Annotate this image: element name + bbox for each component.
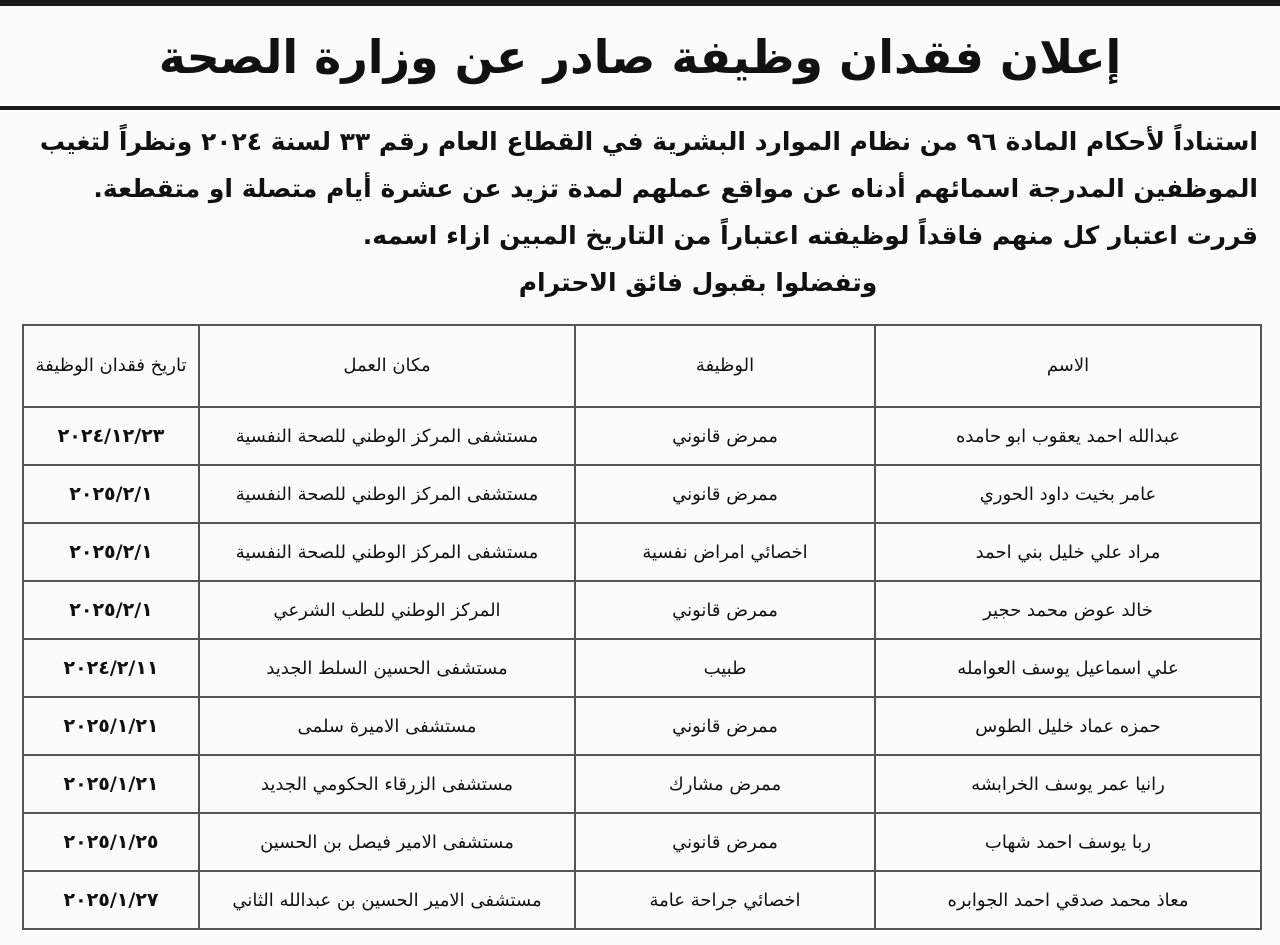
announcement-title: إعلان فقدان وظيفة صادر عن وزارة الصحة [158, 30, 1122, 84]
title-divider [0, 106, 1280, 110]
cell-date: ٢٠٢٥/٢/١ [23, 523, 199, 581]
table-row [23, 523, 1261, 581]
cell-place: مستشفى المركز الوطني للصحة النفسية [199, 523, 575, 581]
cell-date: ٢٠٢٥/٢/١ [23, 581, 199, 639]
header-name: الاسم [875, 325, 1261, 407]
cell-place: المركز الوطني للطب الشرعي [199, 581, 575, 639]
table-row [23, 639, 1261, 697]
cell-place: مستشفى الامير فيصل بن الحسين [199, 813, 575, 871]
table-row [23, 871, 1261, 929]
header-place: مكان العمل [199, 325, 575, 407]
cell-job: ممرض قانوني [575, 581, 875, 639]
cell-place: مستشفى المركز الوطني للصحة النفسية [199, 465, 575, 523]
table-row [23, 697, 1261, 755]
cell-job: ممرض مشارك [575, 755, 875, 813]
cell-date: ٢٠٢٥/١/٢٥ [23, 813, 199, 871]
employees-table [22, 324, 1262, 930]
cell-job: طبيب [575, 639, 875, 697]
table-body [23, 407, 1261, 929]
cell-job: اخصائي امراض نفسية [575, 523, 875, 581]
cell-name: ربا يوسف احمد شهاب [875, 813, 1261, 871]
cell-name: خالد عوض محمد حجير [875, 581, 1261, 639]
cell-name: عبدالله احمد يعقوب ابو حامده [875, 407, 1261, 465]
intro-line-2: الموظفين المدرجة اسمائهم أدناه عن مواقع عملهم لمدة تزيد عن عشرة أيام متصلة او متقطعة. [93, 174, 1258, 203]
intro-line-1: استناداً لأحكام المادة ٩٦ من نظام الموارد البشرية في القطاع العام رقم ٣٣ لسنة ٢٠٢٤ ونظراً لتغيب [39, 127, 1258, 156]
cell-date: ٢٠٢٥/١/٢١ [23, 697, 199, 755]
table-row [23, 465, 1261, 523]
table-header-row [23, 325, 1261, 407]
cell-name: رانيا عمر يوسف الخرابشه [875, 755, 1261, 813]
cell-job: ممرض قانوني [575, 465, 875, 523]
top-divider [0, 0, 1280, 6]
cell-date: ٢٠٢٤/٢/١١ [23, 639, 199, 697]
cell-name: حمزه عماد خليل الطوس [875, 697, 1261, 755]
table-row [23, 581, 1261, 639]
cell-name: مراد علي خليل بني احمد [875, 523, 1261, 581]
cell-date: ٢٠٢٥/١/٢١ [23, 755, 199, 813]
cell-name: علي اسماعيل يوسف العوامله [875, 639, 1261, 697]
table-row [23, 755, 1261, 813]
table-row [23, 813, 1261, 871]
header-date: تاريخ فقدان الوظيفة [23, 325, 199, 407]
cell-place: مستشفى الامير الحسين بن عبدالله الثاني [199, 871, 575, 929]
cell-date: ٢٠٢٤/١٢/٢٣ [23, 407, 199, 465]
cell-place: مستشفى الحسين السلط الجديد [199, 639, 575, 697]
closing-line: وتفضلوا بقبول فائق الاحترام [518, 268, 878, 297]
cell-place: مستشفى المركز الوطني للصحة النفسية [199, 407, 575, 465]
cell-job: اخصائي جراحة عامة [575, 871, 875, 929]
cell-job: ممرض قانوني [575, 697, 875, 755]
intro-line-3: قررت اعتبار كل منهم فاقداً لوظيفته اعتباراً من التاريخ المبين ازاء اسمه. [362, 221, 1258, 250]
announcement-body [18, 118, 1258, 306]
cell-job: ممرض قانوني [575, 407, 875, 465]
cell-date: ٢٠٢٥/٢/١ [23, 465, 199, 523]
cell-name: معاذ محمد صدقي احمد الجوابره [875, 871, 1261, 929]
cell-name: عامر بخيت داود الحوري [875, 465, 1261, 523]
cell-job: ممرض قانوني [575, 813, 875, 871]
table-row [23, 407, 1261, 465]
cell-place: مستشفى الاميرة سلمى [199, 697, 575, 755]
cell-date: ٢٠٢٥/١/٢٧ [23, 871, 199, 929]
header-job: الوظيفة [575, 325, 875, 407]
cell-place: مستشفى الزرقاء الحكومي الجديد [199, 755, 575, 813]
